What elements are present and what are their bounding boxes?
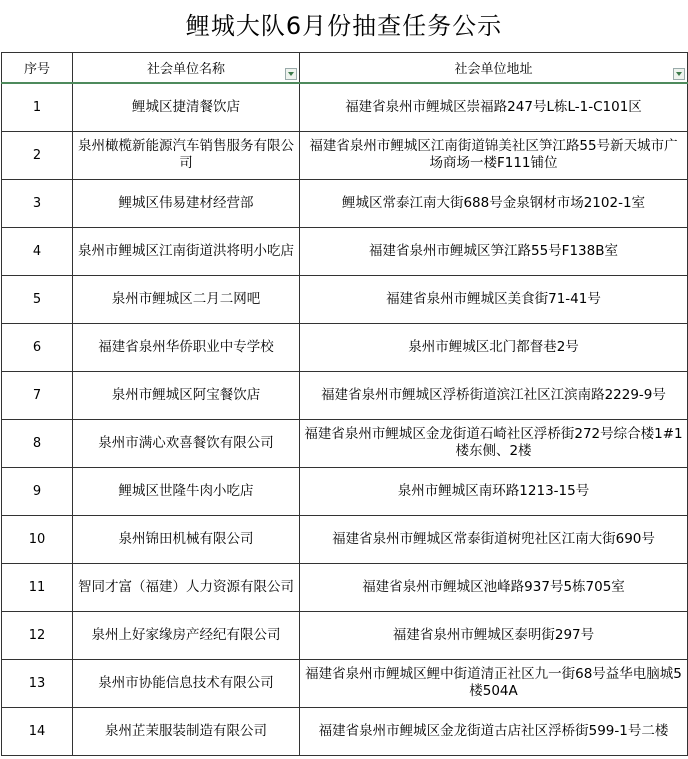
header-index-label: 序号	[23, 62, 50, 77]
cell-name[interactable]: 泉州锦田机械有限公司	[73, 515, 300, 563]
table-row	[2, 515, 688, 563]
cell-index[interactable]: 8	[2, 419, 73, 467]
table-row	[2, 83, 688, 131]
table-row	[2, 611, 688, 659]
table-row	[2, 707, 688, 755]
header-index	[2, 53, 73, 84]
cell-name[interactable]: 智同才富（福建）人力资源有限公司	[73, 563, 300, 611]
sheet-title: 鲤城大队6月份抽查任务公示	[185, 12, 503, 40]
cell-name[interactable]: 福建省泉州华侨职业中专学校	[73, 323, 300, 371]
cell-index[interactable]: 4	[2, 227, 73, 275]
cell-name[interactable]: 泉州上好家缘房产经纪有限公司	[73, 611, 300, 659]
cell-address[interactable]: 福建省泉州市鲤城区笋江路55号F138B室	[300, 227, 688, 275]
cell-address[interactable]: 福建省泉州市鲤城区金龙街道石崎社区浮桥街272号综合楼1#1楼东侧、2楼	[300, 419, 688, 467]
task-table	[1, 52, 688, 756]
filter-dropdown-icon[interactable]	[285, 68, 297, 80]
cell-name[interactable]: 泉州市鲤城区江南街道洪将明小吃店	[73, 227, 300, 275]
header-row	[2, 53, 688, 84]
table-row	[2, 419, 688, 467]
cell-index[interactable]: 13	[2, 659, 73, 707]
cell-index[interactable]: 1	[2, 83, 73, 131]
cell-name[interactable]: 泉州市协能信息技术有限公司	[73, 659, 300, 707]
cell-name[interactable]: 泉州橄榄新能源汽车销售服务有限公司	[73, 131, 300, 179]
cell-address[interactable]: 泉州市鲤城区北门都督巷2号	[300, 323, 688, 371]
filter-dropdown-icon[interactable]	[673, 68, 685, 80]
table-row	[2, 467, 688, 515]
cell-name[interactable]: 泉州市鲤城区二月二网吧	[73, 275, 300, 323]
table-row	[2, 323, 688, 371]
cell-name[interactable]: 泉州市鲤城区阿宝餐饮店	[73, 371, 300, 419]
header-address-label: 社会单位地址	[454, 62, 533, 77]
cell-address[interactable]: 福建省泉州市鲤城区鲤中街道清正社区九一街68号益华电脑城5楼504A	[300, 659, 688, 707]
header-name	[73, 53, 300, 84]
cell-index[interactable]: 11	[2, 563, 73, 611]
cell-index[interactable]: 2	[2, 131, 73, 179]
cell-address[interactable]: 福建省泉州市鲤城区池峰路937号5栋705室	[300, 563, 688, 611]
cell-address[interactable]: 福建省泉州市鲤城区崇福路247号L栋L-1-C101区	[300, 83, 688, 131]
cell-index[interactable]: 10	[2, 515, 73, 563]
cell-address[interactable]: 福建省泉州市鲤城区常泰街道树兜社区江南大街690号	[300, 515, 688, 563]
table-row	[2, 275, 688, 323]
cell-index[interactable]: 6	[2, 323, 73, 371]
cell-index[interactable]: 9	[2, 467, 73, 515]
cell-address[interactable]: 福建省泉州市鲤城区江南街道锦美社区笋江路55号新天城市广场商场一楼F111铺位	[300, 131, 688, 179]
header-address	[300, 53, 688, 84]
cell-address[interactable]: 鲤城区常泰江南大街688号金泉钢材市场2102-1室	[300, 179, 688, 227]
cell-index[interactable]: 14	[2, 707, 73, 755]
cell-index[interactable]: 7	[2, 371, 73, 419]
header-name-label: 社会单位名称	[146, 62, 225, 77]
table-row	[2, 371, 688, 419]
table-row	[2, 131, 688, 179]
table-row	[2, 659, 688, 707]
cell-address[interactable]: 泉州市鲤城区南环路1213-15号	[300, 467, 688, 515]
cell-address[interactable]: 福建省泉州市鲤城区金龙街道古店社区浮桥街599-1号二楼	[300, 707, 688, 755]
cell-address[interactable]: 福建省泉州市鲤城区美食街71-41号	[300, 275, 688, 323]
cell-name[interactable]: 鲤城区伟易建材经营部	[73, 179, 300, 227]
cell-index[interactable]: 12	[2, 611, 73, 659]
cell-name[interactable]: 泉州市满心欢喜餐饮有限公司	[73, 419, 300, 467]
cell-index[interactable]: 3	[2, 179, 73, 227]
table-row	[2, 227, 688, 275]
cell-name[interactable]: 泉州芷茉服装制造有限公司	[73, 707, 300, 755]
cell-index[interactable]: 5	[2, 275, 73, 323]
cell-name[interactable]: 鲤城区世隆牛肉小吃店	[73, 467, 300, 515]
table-row	[2, 563, 688, 611]
cell-name[interactable]: 鲤城区捷清餐饮店	[73, 83, 300, 131]
cell-address[interactable]: 福建省泉州市鲤城区泰明街297号	[300, 611, 688, 659]
table-row	[2, 179, 688, 227]
cell-address[interactable]: 福建省泉州市鲤城区浮桥街道滨江社区江滨南路2229-9号	[300, 371, 688, 419]
